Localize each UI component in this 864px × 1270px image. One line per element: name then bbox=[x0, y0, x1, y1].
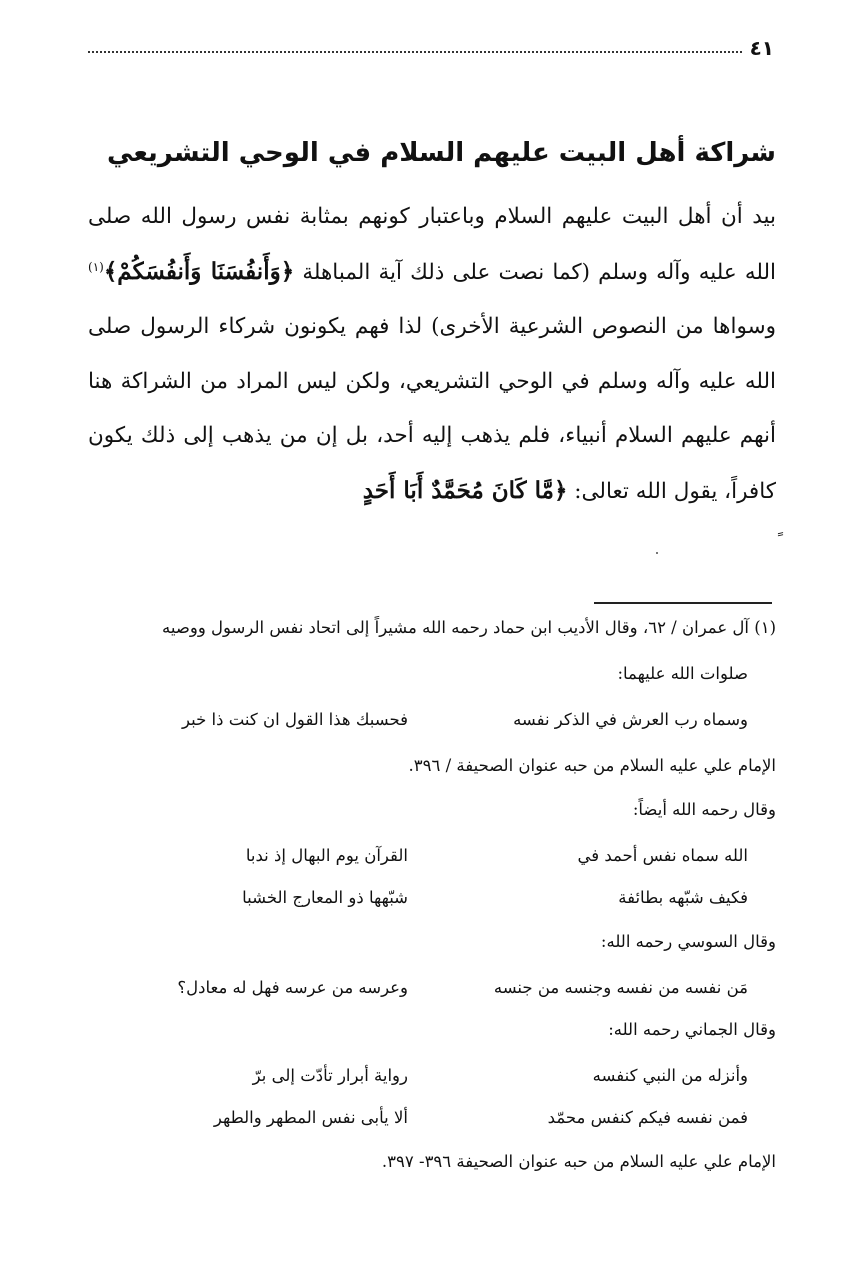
verse-first-half: فمن نفسه فيكم كنفس محمّد bbox=[547, 1108, 748, 1127]
section-title: شراكة أهل البيت عليهم السلام في الوحي التشريعي bbox=[107, 138, 776, 168]
footnote-line: وقال الجماني رحمه الله: bbox=[608, 1020, 776, 1039]
poem-verse bbox=[84, 710, 748, 740]
verse-second-half: ألا يأبى نفس المطهر والطهر bbox=[213, 1108, 408, 1127]
poem-verse bbox=[84, 1108, 748, 1138]
poem-verse bbox=[84, 846, 748, 876]
verse-first-half: وأنزله من النبي كنفسه bbox=[592, 1066, 748, 1085]
body-text-part-1: بيد أن أهل البيت عليهم السلام وباعتبار كونهم بمثابة نفس رسول الله صلى الله عليه وآله وسلم (كما نصت على ذلك آية المباهلة bbox=[88, 204, 776, 285]
footnote-ref-1: (١) bbox=[88, 259, 104, 274]
page-header bbox=[88, 36, 774, 60]
footnote-line: الإمام علي عليه السلام من حبه عنوان الصحيفة / ٣٩٦. bbox=[408, 756, 776, 775]
footnote-line: صلوات الله عليهما: bbox=[617, 664, 748, 683]
footnote-separator bbox=[594, 602, 772, 604]
footnote-line: (١) آل عمران / ٦٢، وقال الأديب ابن حماد رحمه الله مشيراً إلى اتحاد نفس الرسول ووصيه bbox=[162, 618, 776, 637]
poem-verse bbox=[84, 978, 748, 1008]
footnote-line: وقال رحمه الله أيضاً: bbox=[632, 800, 776, 819]
quran-verse-muhammad: ﴿مَّا كَانَ مُحَمَّدٌ أَبَا أَحَدٍ bbox=[362, 476, 568, 504]
body-text-part-2: وسواها من النصوص الشرعية الأخرى) لذا فهم يكونون شركاء الرسول صلى الله عليه وآله وسلم في الوحي التشريعي، ولكن ليس المراد من الشراكة هنا أنهم عليهم السلام أنبياء، فلم يذهب إليه أحد، بل إن من يذهب إلى ذلك يكون كافراً، يقول الله تعالى: bbox=[88, 314, 776, 504]
footnote-line: وقال السوسي رحمه الله: bbox=[600, 932, 776, 951]
verse-second-half: فحسبك هذا القول ان كنت ذا خبر bbox=[182, 710, 408, 729]
verse-second-half: شبّهها ذو المعارج الخشبا bbox=[242, 888, 408, 907]
verse-second-half: رواية أبرار تأدّت إلى برّ bbox=[252, 1066, 408, 1085]
stray-dot bbox=[656, 552, 658, 554]
poem-verse bbox=[84, 1066, 748, 1096]
verse-first-half: الله سماه نفس أحمد في bbox=[577, 846, 748, 865]
poem-verse bbox=[84, 888, 748, 918]
verse-first-half: فكيف شبّهه بطائفة bbox=[618, 888, 748, 907]
body-paragraph bbox=[88, 190, 776, 519]
verse-second-half: وعرسه من عرسه فهل له معادل؟ bbox=[177, 978, 408, 997]
page-number: ٤١ bbox=[749, 36, 774, 60]
verse-second-half: القرآن يوم البهال إذ ندبا bbox=[245, 846, 408, 865]
verse-first-half: مَن نفسه من نفسه وجنسه من جنسه bbox=[493, 978, 748, 997]
footnote-line: الإمام علي عليه السلام من حبه عنوان الصحيفة ٣٩٦- ٣٩٧. bbox=[381, 1152, 776, 1171]
header-dotted-rule bbox=[88, 51, 742, 53]
verse-first-half: وسماه رب العرش في الذكر نفسه bbox=[513, 710, 748, 729]
quran-verse-mubahala: ﴿وَأَنفُسَنَا وَأَنفُسَكُمْ﴾ bbox=[103, 257, 295, 285]
